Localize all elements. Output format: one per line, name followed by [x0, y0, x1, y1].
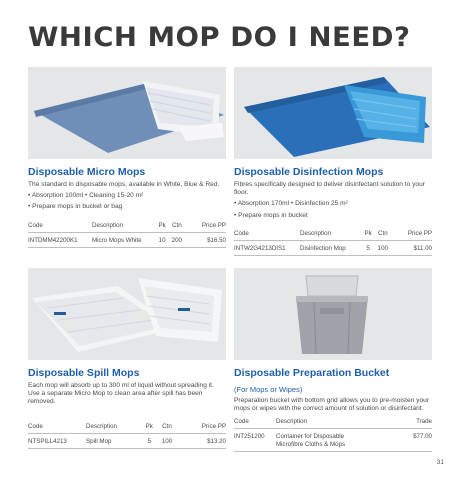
disinfection-mops-bullet-2: • Prepare mops in bucket [234, 211, 308, 219]
disinfection-mops-description: Fibres specifically designed to deliver disinfectant solution to your floor. [234, 181, 425, 197]
cell-description: Disinfection Mop [300, 240, 362, 255]
table-header-row [234, 228, 432, 241]
table-header-row [28, 220, 226, 233]
col-pk: Pk [142, 421, 157, 434]
col-price: Price PP [392, 228, 432, 241]
col-code: Code [28, 220, 92, 233]
cell-ctn: 200 [168, 232, 185, 247]
col-ctn: Ctn [157, 421, 178, 434]
table-row [234, 429, 432, 452]
micro-mops-bullet-2: • Prepare mops in bucket or bag [28, 203, 123, 211]
micro-mops-bullet-1: • Absorption 100ml • Cleaning 15-20 m² [28, 192, 144, 200]
cell-description: Micro Mops White [92, 232, 156, 247]
table-row [28, 433, 226, 448]
spill-mops-heading: Disposable Spill Mops [28, 367, 140, 379]
cell-ctn: 100 [374, 240, 391, 255]
disinfection-mops-bullet-1: • Absorption 170ml • Disinfection 25 m² [234, 200, 348, 208]
col-description: Description [276, 416, 356, 429]
cell-description: Container for Disposable Microfibre Cloths & Mops [276, 429, 356, 452]
table-header-row [234, 416, 432, 429]
cell-code: INTW2G4213DIS1 [234, 240, 300, 255]
col-description: Description [86, 421, 142, 434]
micro-mops-photo [28, 67, 226, 159]
page-title: WHICH MOP DO I NEED? [28, 22, 411, 53]
cell-code: INTDMM42200K1 [28, 232, 92, 247]
col-trade: Trade [356, 416, 432, 429]
card-disinfection-mops [234, 67, 432, 256]
card-micro-mops [28, 67, 226, 248]
micro-mops-table [28, 220, 226, 248]
spill-mops-table [28, 421, 226, 449]
micro-mops-description: The standard in disposable mops, available in White, Blue & Red. [28, 181, 220, 188]
cell-trade-price: $77.00 [356, 429, 432, 452]
col-code: Code [234, 228, 300, 241]
col-ctn: Ctn [374, 228, 391, 241]
card-spill-mops [28, 268, 226, 449]
spill-mops-photo [28, 268, 226, 360]
cell-price: $16.50 [186, 232, 226, 247]
cell-pk: 5 [142, 433, 157, 448]
table-row [234, 240, 432, 255]
table-row [28, 232, 226, 247]
cell-description: Spill Mop [86, 433, 142, 448]
disinfection-mops-table [234, 228, 432, 256]
preparation-bucket-description: Preparation bucket with bottom grid allows you to pre-moisten your mops or wipes with the correct amount of solution or disinfectant. [234, 397, 429, 413]
cell-price: $11.00 [392, 240, 432, 255]
preparation-bucket-table [234, 416, 432, 452]
cell-pk: 5 [362, 240, 374, 255]
micro-mops-heading: Disposable Micro Mops [28, 166, 146, 178]
cell-pk: 10 [156, 232, 168, 247]
col-price: Price PP [186, 220, 226, 233]
col-code: Code [234, 416, 276, 429]
cell-code: NTSPILL4213 [28, 433, 86, 448]
col-ctn: Ctn [168, 220, 185, 233]
card-preparation-bucket [234, 268, 432, 452]
cell-price: $13.20 [177, 433, 226, 448]
cell-ctn: 100 [157, 433, 178, 448]
disinfection-mops-photo [234, 67, 432, 159]
col-pk: Pk [362, 228, 374, 241]
col-description: Description [300, 228, 362, 241]
col-description: Description [92, 220, 156, 233]
col-code: Code [28, 421, 86, 434]
disinfection-mops-heading: Disposable Disinfection Mops [234, 166, 384, 178]
cell-code: INT251200 [234, 429, 276, 452]
preparation-bucket-heading: Disposable Preparation Bucket [234, 367, 390, 379]
col-price: Price PP [177, 421, 226, 434]
page-number: 31 [436, 459, 444, 466]
spill-mops-description: Each mop will absorb up to 300 ml of liquid without spreading it. Use a separate Micro Mop to clean area after spill has been removed. [28, 382, 214, 406]
col-pk: Pk [156, 220, 168, 233]
table-header-row [28, 421, 226, 434]
preparation-bucket-photo [234, 268, 432, 360]
preparation-bucket-subheading: (For Mops or Wipes) [234, 385, 303, 394]
